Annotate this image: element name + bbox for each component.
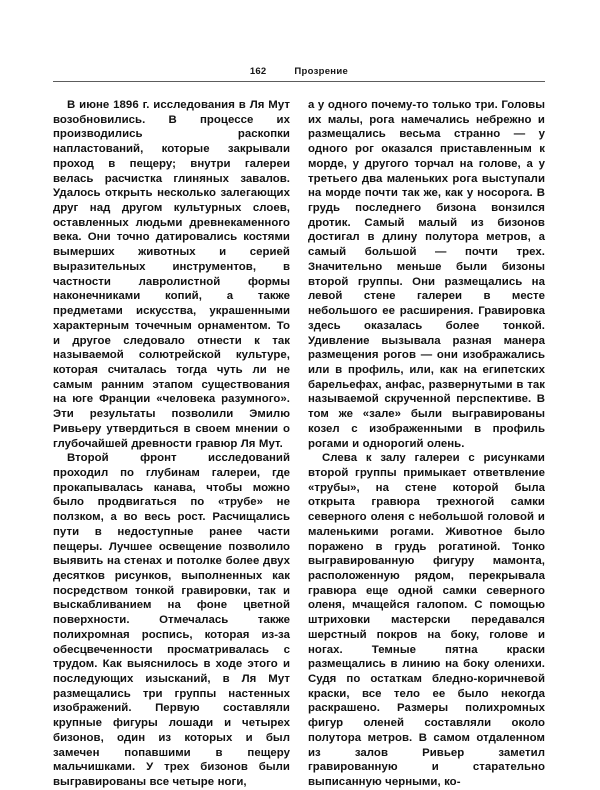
right-column bbox=[308, 98, 545, 789]
text-columns bbox=[53, 98, 545, 789]
paragraph: Слева к залу галереи с рисунками второй группы примыкает ответвление «трубы», на стене которой была открыта гравюра трехногой самки северного оленя с небольшой головой и маленькими рогами. Животное было поражено в грудь рогатиной. Тонко выгравированную фигуру мамонта, расположенную рядом, перекрывала гравюра еще одной самки северного оленя, мчащейся галопом. С помощью штриховки мастерски передавался шерстный покров на боку, голове и ногах. Темные пятна краски размещались в линию на боку оленихи. Судя по остаткам бледно-коричневой краски, все тело ее было некогда раскрашено. Размеры полихромных фигур оленей составляли около полутора метров. В самом отдаленном из залов Ривьер заметил гравированную и старательно выписанную черными, ко- bbox=[308, 452, 545, 789]
running-head-title: Прозрение bbox=[294, 65, 349, 77]
header-rule-divider bbox=[53, 81, 545, 82]
paragraph: В июне 1896 г. исследования в Ля Мут возобновились. В процессе их производились раскопки напластований, которые закрывали проход в пещеру; внутри галереи велась расчистка глиняных завалов. Удалось открыть несколько залегающих друг над другом культурных слоев, оставленных людьми древнекаменного века. Они точно датировались костями вымерших животных и серией выразительных инструментов, в частности лавролистной формы наконечниками копий, а также предметами искусства, украшенными характерным точечным орнаментом. То и другое следовало отнести к так называемой солютрейской культуре, которая считалась тогда чуть ли не самым ранним этапом существования на юге Франции «человека разумного». Эти результаты позволили Эмилю Ривьеру утвердиться в своем мнении о глубочайшей древности гравюр Ля Мут. bbox=[53, 99, 290, 450]
paragraph: Второй фронт исследований проходил по глубинам галереи, где прокапывалась канава, чтобы можно было продвигаться по «трубе» не ползком, а во весь рост. Расчищались пути в недоступные ранее части пещеры. Лучшее освещение позволило выявить на стенах и потолке более двух десятков рисунков, выполненных как посредством тонкой гравировки, так и выскабливанием на фоне цветной поверхности. Отмечалась также полихромная роспись, которая из-за обесцвеченности просматривалась с трудом. Как выяснилось в ходе этого и последующих изысканий, в Ля Мут размещались три группы настенных изображений. Первую составляли крупные фигуры лошади и четырех бизонов, один из которых и был замечен попавшими в пещеру мальчишками. У трех бизонов были выгравированы все четыре ноги, bbox=[53, 452, 290, 789]
left-column bbox=[53, 98, 290, 789]
page-folio-number: 162 bbox=[249, 65, 267, 77]
running-head bbox=[53, 60, 545, 76]
paragraph: а у одного почему-то только три. Головы их малы, рога намечались небрежно и размещались весьма странно — у одного рог оказался приставленным к морде, у другого торчал на голове, а у третьего два маленьких рога выступали на морде почти так же, как у носорога. В грудь последнего бизона вонзился дротик. Самый малый из бизонов достигал в длину полутора метров, а самый большой — почти трех. Значительно меньше были бизоны второй группы. Они размещались на левой стене галереи в месте небольшого ее расширения. Гравировка здесь оказалась более тонкой. Удивление вызывала разная манера размещения рогов — они изображались или в профиль, или, как на египетских барельефах, анфас, развернутыми в так называемой скрученной перспективе. В том же «зале» были выгравированы козел с изображенными в профиль рогами и однорогий олень. bbox=[308, 99, 545, 450]
